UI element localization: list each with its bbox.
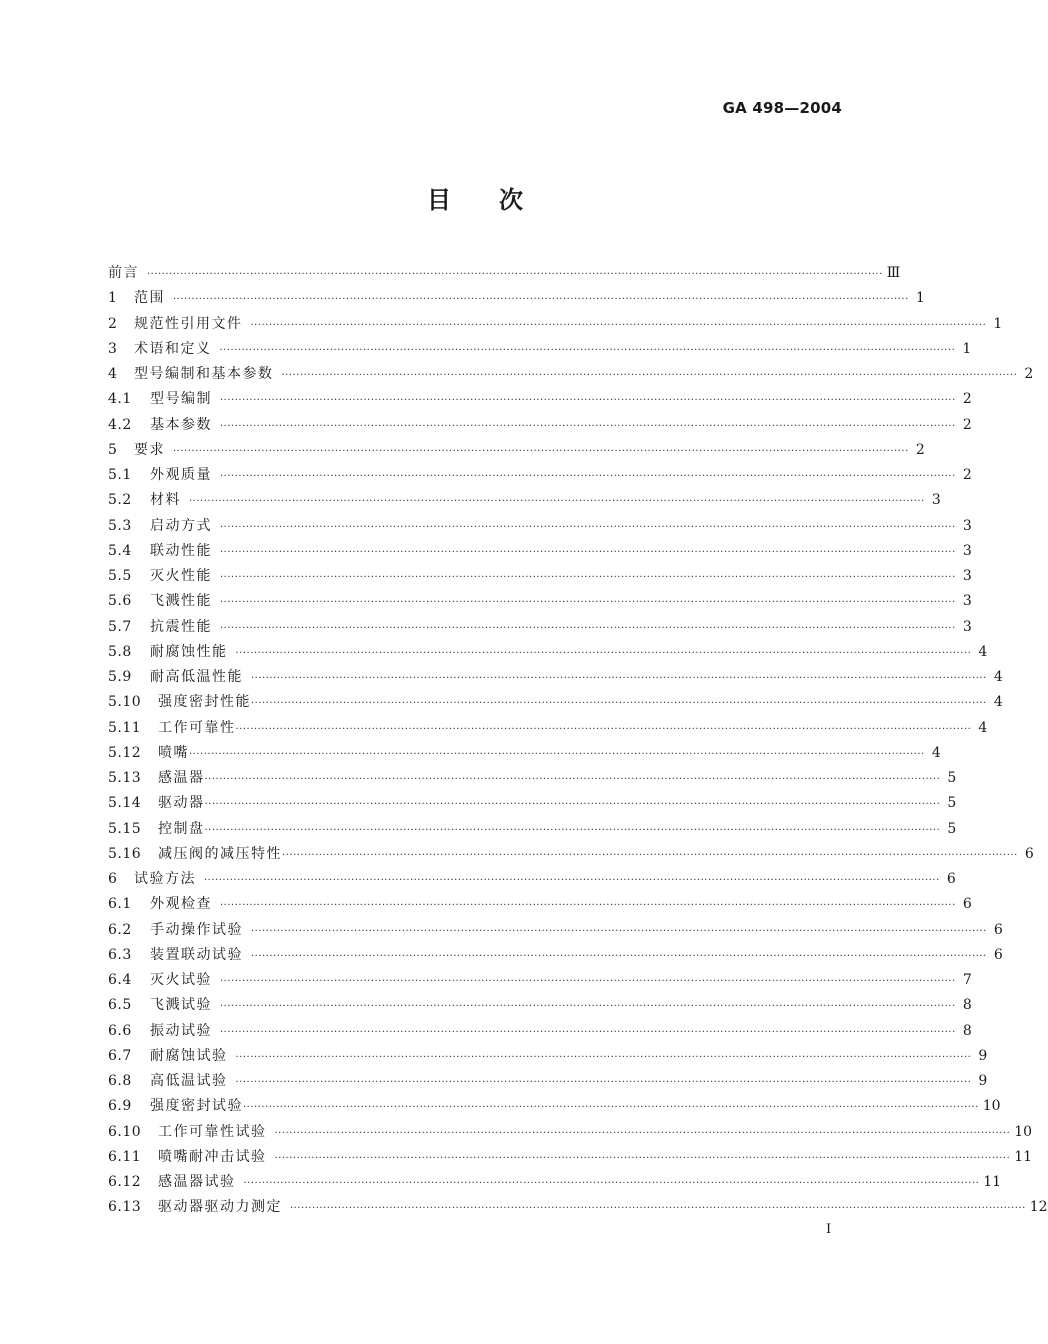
toc-leader-dots: ········································································································································································································ <box>204 875 940 886</box>
toc-leader-dots: ········································································································································································································ <box>251 925 987 937</box>
toc-entry-number: 5 <box>108 441 118 458</box>
toc-entry-number: 4.1 <box>108 391 132 408</box>
toc-entry-title: 前言 <box>108 265 139 281</box>
toc-entry-title: 耐高低温性能 <box>150 669 243 685</box>
toc-title-left: 目 <box>427 186 451 214</box>
toc-entry-number: 4.2 <box>108 416 132 433</box>
toc-leader-dots: ········································································································································································································ <box>204 799 941 811</box>
toc-entry[interactable] <box>108 993 972 1018</box>
toc-entry[interactable] <box>108 943 1003 968</box>
toc-entry[interactable] <box>108 1145 1033 1170</box>
toc-entry[interactable] <box>108 1019 972 1044</box>
toc-leader-dots: ········································································································································································································ <box>274 1152 1011 1164</box>
toc-entry-page: 2 <box>962 416 972 433</box>
toc-entry-page: 2 <box>962 467 972 483</box>
toc-entry[interactable] <box>108 387 972 412</box>
toc-entry[interactable] <box>108 539 972 564</box>
toc-leader-dots: ········································································································································································································ <box>204 774 941 785</box>
toc-entry-page: 5 <box>947 795 957 812</box>
toc-entry-title: 强度密封试验 <box>150 1098 243 1115</box>
toc-entry-number: 5.3 <box>108 517 132 534</box>
toc-entry-number: 5.12 <box>108 744 142 761</box>
toc-entry-title: 外观质量 <box>150 467 212 483</box>
toc-entry-page: 1 <box>993 315 1003 332</box>
toc-entry[interactable] <box>108 286 925 311</box>
toc-entry-number: 1 <box>108 290 118 307</box>
toc-leader-dots: ········································································································································································································ <box>189 748 925 760</box>
toc-entry-page: 6 <box>962 896 972 913</box>
toc-entry-number: 6.1 <box>108 896 132 913</box>
toc-leader-dots: ········································································································································································································ <box>220 976 956 987</box>
toc-entry[interactable] <box>108 1069 988 1094</box>
toc-entry-number: 6.3 <box>108 946 132 963</box>
toc-entry[interactable] <box>108 1120 1033 1145</box>
toc-entry-title: 手动操作试验 <box>150 921 243 938</box>
toc-entry-number: 6.8 <box>108 1073 132 1089</box>
toc-leader-dots: ········································································································································································································ <box>220 1026 956 1038</box>
toc-entry[interactable] <box>108 817 957 842</box>
toc-leader-dots: ········································································································································································································ <box>243 1102 979 1114</box>
toc-entry-title: 规范性引用文件 <box>134 315 243 332</box>
toc-entry-title: 材料 <box>150 492 181 509</box>
toc-leader-dots: ········································································································································································································ <box>173 445 909 457</box>
toc-leader-dots: ········································································································································································································ <box>220 1001 956 1013</box>
toc-entry-page: 4 <box>978 719 988 736</box>
toc-entry-page: 9 <box>978 1047 988 1064</box>
toc-entry-title: 灭火试验 <box>150 972 212 988</box>
toc-entry[interactable] <box>108 1094 1001 1119</box>
toc-entry-title: 工作可靠性 <box>158 719 236 736</box>
toc-leader-dots: ········································································································································································································ <box>235 723 972 735</box>
toc-entry-page: 1 <box>962 340 972 357</box>
toc-entry-page: 5 <box>947 770 957 786</box>
toc-entry-page: 4 <box>993 669 1003 685</box>
toc-entry-page: Ⅲ <box>886 265 901 281</box>
toc-entry-title: 型号编制和基本参数 <box>134 366 274 382</box>
toc-leader-dots: ········································································································································································································ <box>250 319 987 331</box>
toc-entry-page: 3 <box>962 517 972 534</box>
toc-title <box>0 180 950 215</box>
toc-entry-number: 6.10 <box>108 1123 142 1140</box>
toc-entry-page: 4 <box>993 694 1003 711</box>
toc-entry-page: 8 <box>962 997 972 1014</box>
toc-entry-title: 型号编制 <box>150 391 212 408</box>
toc-entry-page: 2 <box>915 441 925 458</box>
toc-entry-page: 3 <box>962 568 972 584</box>
toc-entry-page: 3 <box>962 593 972 610</box>
toc-entry-page: 6 <box>993 921 1003 938</box>
toc-entry-number: 6.11 <box>108 1148 142 1165</box>
toc-entry-title: 试验方法 <box>134 871 196 887</box>
toc-entry-number: 6.9 <box>108 1098 132 1115</box>
toc-entry[interactable] <box>108 640 988 665</box>
toc-entry[interactable] <box>108 690 1003 715</box>
toc-entry-title: 耐腐蚀试验 <box>150 1047 228 1064</box>
toc-entry-page: 11 <box>1014 1148 1033 1165</box>
toc-leader-dots: ········································································································································································································ <box>219 344 956 356</box>
toc-entry-page: 1 <box>915 290 925 307</box>
toc-entry[interactable] <box>108 842 1034 867</box>
toc-entry[interactable] <box>108 362 1034 387</box>
page-number: Ⅰ <box>826 1222 832 1237</box>
toc-entry-page: 3 <box>962 618 972 635</box>
toc-entry-title: 感温器 <box>158 770 205 786</box>
toc-entry-number: 5.9 <box>108 669 132 685</box>
toc-entry-number: 6.4 <box>108 972 132 988</box>
table-of-contents <box>108 261 1048 1221</box>
toc-entry-title: 控制盘 <box>158 820 205 837</box>
toc-entry-page: 10 <box>982 1098 1001 1115</box>
toc-entry-title: 术语和定义 <box>134 340 212 357</box>
toc-entry-title: 工作可靠性试验 <box>158 1123 267 1140</box>
toc-entry-number: 5.2 <box>108 492 132 509</box>
toc-entry-title: 驱动器驱动力测定 <box>158 1199 282 1216</box>
toc-entry-number: 5.4 <box>108 542 132 559</box>
toc-entry-page: 3 <box>962 542 972 559</box>
toc-entry-number: 5.6 <box>108 593 132 610</box>
toc-entry[interactable] <box>108 791 957 816</box>
toc-entry-number: 5.16 <box>108 845 142 862</box>
toc-entry-number: 6.7 <box>108 1047 132 1064</box>
toc-entry[interactable] <box>108 615 972 640</box>
toc-leader-dots: ········································································································································································································ <box>251 950 987 962</box>
toc-entry-number: 6 <box>108 871 118 887</box>
toc-leader-dots: ········································································································································································································ <box>290 1203 1026 1215</box>
toc-entry[interactable] <box>108 514 972 539</box>
toc-entry-number: 5.13 <box>108 770 142 786</box>
toc-entry-title: 高低温试验 <box>150 1073 228 1089</box>
toc-entry-title: 范围 <box>134 290 165 307</box>
toc-entry-title: 驱动器 <box>158 795 205 812</box>
toc-leader-dots: ········································································································································································································ <box>235 1077 972 1088</box>
toc-entry-number: 5.7 <box>108 618 132 635</box>
toc-entry-page: 2 <box>962 391 972 408</box>
toc-entry-page: 9 <box>978 1073 988 1089</box>
toc-leader-dots: ········································································································································································································ <box>251 673 987 684</box>
toc-entry-page: 5 <box>947 820 957 837</box>
toc-entry-page: 3 <box>931 492 941 509</box>
toc-leader-dots: ········································································································································································································ <box>282 849 1018 861</box>
toc-entry-page: 7 <box>962 972 972 988</box>
standard-code: GA 498—2004 <box>722 99 842 117</box>
toc-entry-page: 6 <box>993 946 1003 963</box>
toc-entry-title: 振动试验 <box>150 1022 212 1039</box>
toc-leader-dots: ········································································································································································································ <box>235 647 972 659</box>
toc-entry-title: 装置联动试验 <box>150 946 243 963</box>
toc-leader-dots: ········································································································································································································ <box>220 572 956 583</box>
toc-entry[interactable] <box>108 741 941 766</box>
toc-entry[interactable] <box>108 488 941 513</box>
toc-entry-number: 5.10 <box>108 694 142 711</box>
toc-entry-number: 6.12 <box>108 1174 142 1190</box>
toc-entry-title: 抗震性能 <box>150 618 212 635</box>
toc-entry[interactable] <box>108 463 972 488</box>
toc-entry[interactable] <box>108 665 1003 690</box>
toc-entry-title: 启动方式 <box>150 517 212 534</box>
toc-entry[interactable] <box>108 918 1003 943</box>
toc-entry-title: 飞溅试验 <box>150 997 212 1014</box>
toc-entry[interactable] <box>108 968 972 993</box>
toc-entry-number: 5.11 <box>108 719 142 736</box>
toc-entry-title: 基本参数 <box>150 416 212 433</box>
toc-entry[interactable] <box>108 716 988 741</box>
toc-leader-dots: ········································································································································································································ <box>235 1051 972 1063</box>
toc-entry[interactable] <box>108 766 957 791</box>
toc-leader-dots: ········································································································································································································ <box>251 698 987 710</box>
toc-entry-title: 感温器试验 <box>158 1174 236 1190</box>
toc-leader-dots: ········································································································································································································ <box>173 294 909 306</box>
toc-leader-dots: ········································································································································································································ <box>220 622 956 634</box>
toc-entry-number: 2 <box>108 315 118 332</box>
toc-entry[interactable] <box>108 438 925 463</box>
toc-entry[interactable] <box>108 1170 1002 1195</box>
toc-entry[interactable] <box>108 261 901 286</box>
toc-entry[interactable] <box>108 564 972 589</box>
toc-entry-number: 3 <box>108 340 118 357</box>
toc-entry[interactable] <box>108 589 972 614</box>
toc-entry-number: 5.5 <box>108 568 132 584</box>
toc-entry-number: 6.13 <box>108 1199 142 1216</box>
toc-entry[interactable] <box>108 1044 988 1069</box>
toc-entry-number: 6.6 <box>108 1022 132 1039</box>
toc-leader-dots: ········································································································································································································ <box>220 597 956 609</box>
toc-entry-number: 5.1 <box>108 467 132 483</box>
toc-entry[interactable] <box>108 312 1003 337</box>
toc-entry-title: 强度密封性能 <box>158 694 251 711</box>
toc-entry[interactable] <box>108 337 972 362</box>
toc-entry-title: 耐腐蚀性能 <box>150 643 228 660</box>
toc-entry[interactable] <box>108 867 956 892</box>
toc-leader-dots: ········································································································································································································ <box>281 370 1018 381</box>
toc-entry-page: 6 <box>946 871 956 887</box>
toc-entry-number: 5.8 <box>108 643 132 660</box>
toc-entry-page: 4 <box>931 744 941 761</box>
toc-leader-dots: ········································································································································································································ <box>220 471 956 482</box>
toc-entry[interactable] <box>108 892 972 917</box>
toc-leader-dots: ········································································································································································································ <box>220 395 956 407</box>
toc-entry-page: 2 <box>1024 366 1034 382</box>
toc-leader-dots: ········································································································································································································ <box>147 269 883 280</box>
toc-leader-dots: ········································································································································································································ <box>189 496 925 508</box>
toc-title-right: 次 <box>499 186 523 214</box>
toc-entry-page: 10 <box>1014 1123 1033 1140</box>
toc-entry-title: 减压阀的减压特性 <box>158 845 282 862</box>
toc-entry-number: 4 <box>108 366 118 382</box>
toc-leader-dots: ········································································································································································································ <box>243 1178 980 1189</box>
toc-entry[interactable] <box>108 1195 1048 1220</box>
toc-entry-page: 11 <box>983 1174 1002 1190</box>
toc-entry-number: 6.5 <box>108 997 132 1014</box>
toc-entry-title: 灭火性能 <box>150 568 212 584</box>
toc-entry-number: 6.2 <box>108 921 132 938</box>
toc-entry-number: 5.15 <box>108 820 142 837</box>
toc-leader-dots: ········································································································································································································ <box>274 1127 1011 1139</box>
toc-entry-title: 联动性能 <box>150 542 212 559</box>
toc-entry-page: 8 <box>962 1022 972 1039</box>
toc-entry-page: 12 <box>1029 1199 1048 1216</box>
toc-leader-dots: ········································································································································································································ <box>220 546 956 558</box>
toc-entry-page: 4 <box>978 643 988 660</box>
toc-entry-title: 喷嘴耐冲击试验 <box>158 1148 267 1165</box>
toc-entry-number: 5.14 <box>108 795 142 812</box>
toc-entry-title: 飞溅性能 <box>150 593 212 610</box>
toc-entry-title: 要求 <box>134 441 165 458</box>
toc-leader-dots: ········································································································································································································ <box>204 824 941 836</box>
toc-entry-title: 外观检查 <box>150 896 212 913</box>
toc-entry-title: 喷嘴 <box>158 744 189 761</box>
toc-entry-page: 6 <box>1024 845 1034 862</box>
toc-leader-dots: ········································································································································································································ <box>220 521 956 533</box>
toc-leader-dots: ········································································································································································································ <box>220 900 956 912</box>
toc-leader-dots: ········································································································································································································ <box>220 420 956 432</box>
toc-entry[interactable] <box>108 413 972 438</box>
